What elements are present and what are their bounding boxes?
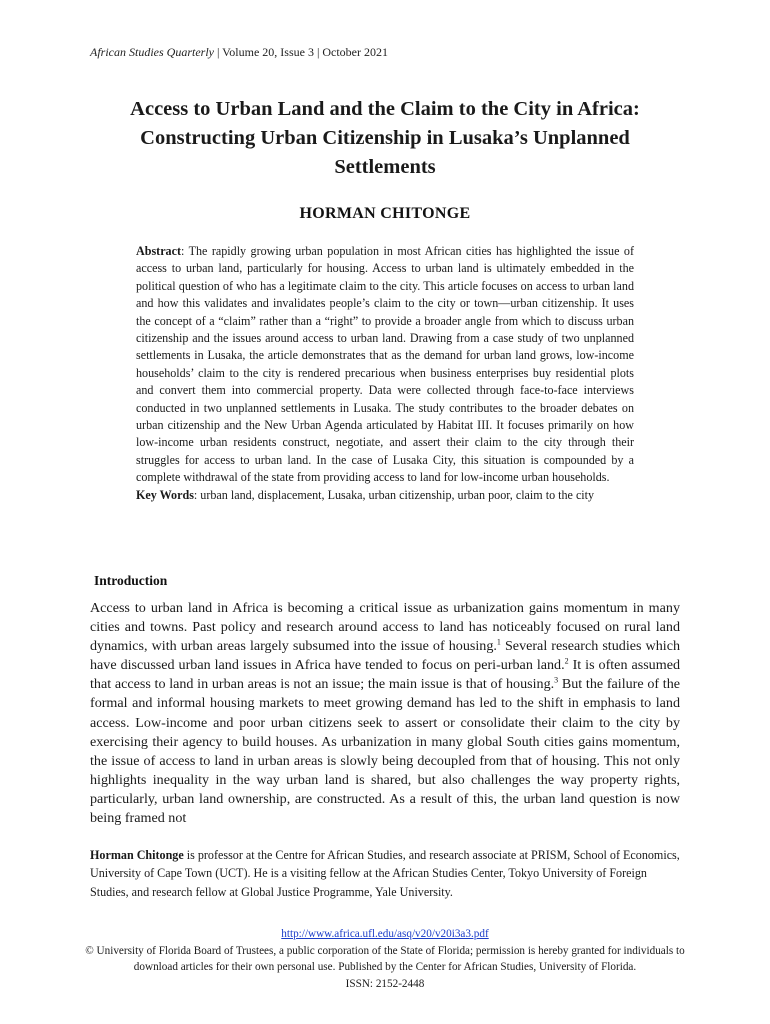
section-heading-introduction: Introduction	[94, 573, 168, 588]
author-bio-note	[90, 846, 680, 901]
footnote-marker[interactable]: 2	[564, 656, 569, 666]
body-text-segment: But the failure of the formal and informal housing markets to meet growing demand has led to the shift in emphasis to land access. Low-income and poor urban citizens seek to assert or consolidate their claim to the city by exercising their agency to build houses. As urbanization in many global South cities gains momentum, the issue of access to land in urban areas is slowly being decoupled from that of housing. This not only highlights inequality in the way urban land is shared, but also challenges the way property rights, particularly, urban land ownership, are constructed. As a result of this, the urban land question is now being framed not	[90, 676, 680, 827]
issn: ISSN: 2152-2448	[345, 977, 425, 990]
footnote-marker[interactable]: 3	[554, 675, 559, 685]
body-text-segment: Several research studies which have discussed urban land issues in Africa have tended to focus on peri-urban land.	[90, 638, 680, 674]
body-text-segment: Access to urban land in Africa is becoming a critical issue as urbanization gains momentum in many cities and towns. Past policy and research around access to land has noticeably focused on rural land dynamics, with urban areas largely subsumed into the issue of housing.	[90, 600, 680, 655]
author-bio-text: is professor at the Centre for African Studies, and research associate at PRISM, School of Economics, University of Cape Town (UCT). He is a visiting fellow at the African Studies Center, Tokyo University of Foreign Studies, and research fellow at Global Justice Programme, Yale University.	[90, 848, 680, 899]
issue-date: October 2021	[322, 45, 389, 59]
keywords-text: : urban land, displacement, Lusaka, urban citizenship, urban poor, claim to the city	[193, 487, 595, 502]
abstract-text: : The rapidly growing urban population in most African cities has highlighted the issue of access to urban land, particularly for housing. Access to urban land is ultimately embedded in the political question of who has a legitimate claim to the city. This article focuses on access to urban land and how this validates and invalidates people’s claim to the city or town—urban citizenship. It uses the concept of a “claim” rather than a “right” to provide a broader angle from which to discuss urban citizenship and the issues around access to urban land. Drawing from a case study of two unplanned settlements in Lusaka, the article demonstrates that as the demand for urban land grows, low-income households’ claim to the city is rendered precarious when business enterprises buy residential plots and convert them into commercial property. Data were collected through face-to-face interviews conducted in two unplanned settlements in Lusaka. The study contributes to the broader debates on urban citizenship and the New Urban Agenda articulated by Habitat III. It focuses primarily on how low-income urban residents construct, negotiate, and assert their claim to the city through their struggles for access to urban land. In the case of Lusaka City, this situation is compounded by a complete withdrawal of the state from providing access to land for low-income urban households.	[136, 244, 634, 485]
title-line: Constructing Urban Citizenship in Lusaka’s Unplanned	[140, 127, 630, 149]
header-separator: |	[213, 45, 223, 59]
keywords-label: Key Words	[136, 487, 194, 502]
keywords-paragraph	[136, 487, 634, 504]
footnote-marker[interactable]: 1	[496, 637, 501, 647]
journal-name: African Studies Quarterly	[90, 45, 214, 59]
article-url-link[interactable]: http://www.africa.ufl.edu/asq/v20/v20i3a3.pdf	[281, 928, 489, 940]
page-footer	[0, 926, 770, 992]
article-title	[60, 95, 710, 182]
author-name: HORMAN CHITONGE	[299, 205, 471, 222]
copyright-line: © University of Florida Board of Trustees, a public corporation of the State of Florida; permission is hereby granted for individuals to	[85, 944, 685, 957]
title-line: Access to Urban Land and the Claim to the City in Africa:	[130, 98, 640, 120]
running-header	[90, 45, 388, 60]
header-separator: |	[313, 45, 323, 59]
abstract-label: Abstract	[136, 244, 182, 258]
copyright-line: download articles for their own personal use. Published by the Center for African Studies, University of Florida.	[133, 961, 637, 973]
body-text-segment: It is often assumed that access to land in urban areas is not an issue; the main issue is that of housing.	[90, 657, 680, 693]
author-bio-name: Horman Chitonge	[90, 848, 184, 862]
volume-issue: Volume 20, Issue 3	[222, 45, 314, 59]
title-line: Settlements	[334, 156, 436, 178]
abstract	[136, 243, 634, 504]
abstract-paragraph	[136, 243, 634, 487]
introduction-paragraph	[90, 599, 680, 828]
